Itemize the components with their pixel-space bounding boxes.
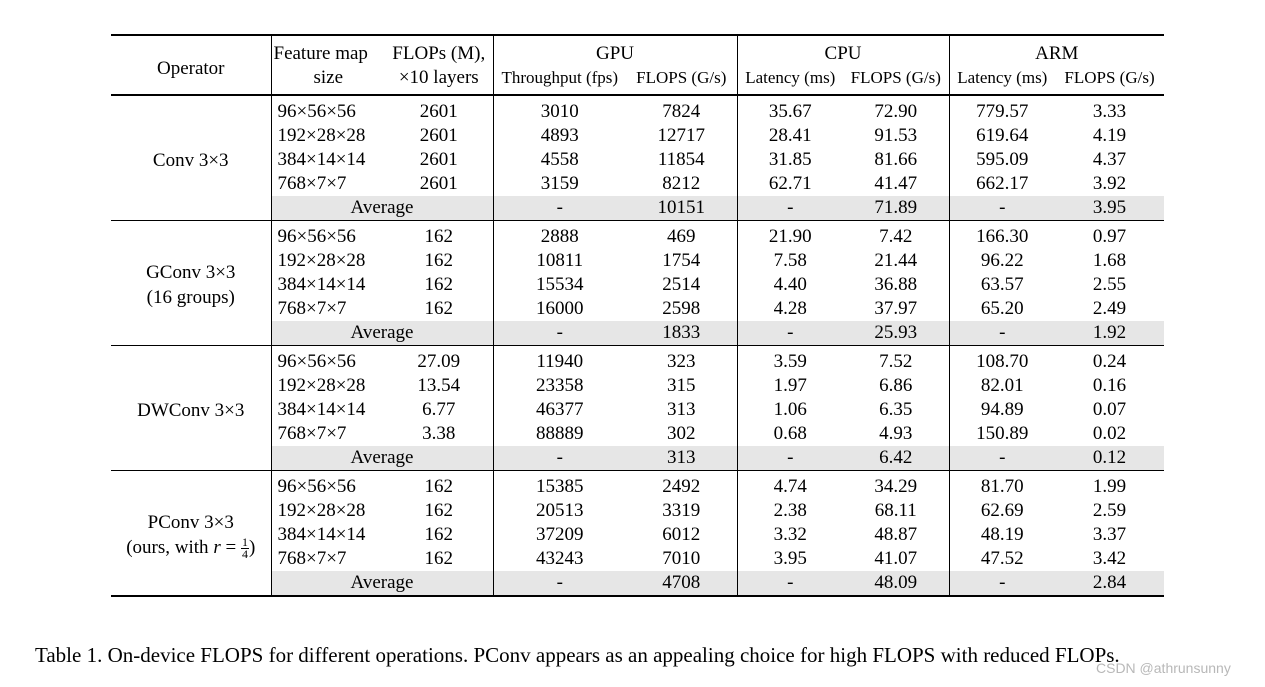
cell-arm-flops: 3.33: [1092, 101, 1127, 122]
avg-gpu-flops: 1833: [626, 321, 737, 346]
cell-gpu-flops: 2492: [626, 471, 737, 500]
cell-flops: 162: [424, 524, 453, 545]
cell-cpu-flops: 48.87: [874, 524, 918, 545]
cell-arm-latency: 96.22: [949, 249, 1055, 273]
cell-cpu-latency: 4.28: [737, 297, 843, 321]
table-row: [111, 95, 1164, 124]
cell-cpu-latency: 4.40: [737, 273, 843, 297]
cell-arm-flops: 4.37: [1092, 149, 1127, 170]
cell-size: 384×14×14: [271, 273, 385, 297]
cell-gpu-flops: 1754: [662, 250, 701, 271]
cell-arm-flops: 2.59: [1092, 500, 1127, 521]
cell-cpu-flops: 37.97: [874, 298, 918, 319]
cell-size: 768×7×7: [271, 297, 385, 321]
avg-gpu-throughput: -: [493, 321, 626, 346]
cell-gpu-throughput: 20513: [493, 499, 626, 523]
avg-arm-latency: -: [949, 196, 1055, 221]
cell-arm-flops: 0.07: [1092, 399, 1127, 420]
cell-cpu-flops: 6.86: [879, 375, 913, 396]
avg-cpu-flops: 48.09: [843, 571, 949, 596]
cell-arm-flops: 1.68: [1092, 250, 1127, 271]
avg-gpu-flops: 4708: [626, 571, 737, 596]
cell-arm-flops: 0.02: [1092, 423, 1127, 444]
header-cpu-latency: Latency (ms): [737, 66, 843, 95]
cell-size: 96×56×56: [271, 95, 385, 124]
cell-gpu-throughput: 23358: [493, 374, 626, 398]
avg-arm-flops: 1.92: [1055, 321, 1164, 346]
cell-arm-flops: 1.99: [1055, 471, 1164, 500]
operator-cell: [111, 346, 271, 471]
avg-cpu-flops: 25.93: [843, 321, 949, 346]
average-label: Average: [271, 446, 493, 471]
operator-cell: [111, 221, 271, 346]
operator-cell: [111, 95, 271, 221]
cell-cpu-latency: 21.90: [737, 221, 843, 250]
avg-cpu-flops: 6.42: [843, 446, 949, 471]
cell-arm-latency: 619.64: [949, 124, 1055, 148]
cell-arm-latency: 65.20: [949, 297, 1055, 321]
cell-cpu-latency: 1.97: [737, 374, 843, 398]
header-feature-map: Feature map: [271, 35, 385, 66]
cell-flops: 2601: [419, 149, 458, 170]
avg-arm-flops: 3.95: [1055, 196, 1164, 221]
cell-cpu-flops: 7.52: [843, 346, 949, 375]
avg-arm-latency: -: [949, 571, 1055, 596]
cell-gpu-flops: 8212: [662, 173, 701, 194]
avg-gpu-throughput: -: [493, 571, 626, 596]
operator-label: (16 groups): [146, 287, 235, 308]
cell-size: 768×7×7: [271, 547, 385, 571]
cell-arm-latency: 779.57: [949, 95, 1055, 124]
cell-gpu-throughput: 46377: [493, 398, 626, 422]
cell-arm-latency: 108.70: [949, 346, 1055, 375]
cell-gpu-throughput: 4558: [493, 148, 626, 172]
cell-arm-flops: 2.55: [1092, 274, 1127, 295]
operator-label: GConv 3×3: [146, 262, 236, 283]
avg-cpu-latency: -: [737, 571, 843, 596]
fraction-num: 1: [241, 535, 248, 550]
cell-arm-flops: 0.16: [1092, 375, 1127, 396]
avg-cpu-latency: -: [737, 446, 843, 471]
cell-gpu-flops: 12717: [657, 125, 705, 146]
header-gpu-flops: FLOPS (G/s): [636, 68, 727, 87]
operator-note-suffix: ): [248, 536, 256, 558]
cell-gpu-throughput: 4893: [493, 124, 626, 148]
avg-gpu-flops: 10151: [626, 196, 737, 221]
table-row: [111, 346, 1164, 375]
header-arm-latency: Latency (ms): [949, 66, 1055, 95]
cell-gpu-flops: 7010: [662, 548, 701, 569]
cell-arm-flops: 0.97: [1055, 221, 1164, 250]
cell-cpu-flops: 68.11: [874, 500, 917, 521]
cell-arm-latency: 595.09: [949, 148, 1055, 172]
cell-cpu-latency: 3.59: [737, 346, 843, 375]
cell-arm-latency: 94.89: [949, 398, 1055, 422]
cell-arm-flops: 0.24: [1055, 346, 1164, 375]
cell-flops: 162: [424, 548, 453, 569]
header-flops-layers: ×10 layers: [398, 67, 479, 88]
cell-cpu-latency: 7.58: [737, 249, 843, 273]
cell-arm-latency: 82.01: [949, 374, 1055, 398]
cell-size: 384×14×14: [271, 148, 385, 172]
header-cpu: CPU: [737, 35, 949, 66]
header-gpu: GPU: [493, 35, 737, 66]
flops-table: [111, 34, 1164, 597]
average-label: Average: [271, 196, 493, 221]
cell-arm-flops: 4.19: [1092, 125, 1127, 146]
fraction: [241, 537, 249, 560]
table-caption: Table 1. On-device FLOPS for different operations. PConv appears as an appealing choice for high FLOPS with reduced FLOPs.: [35, 643, 1120, 667]
operator-label: PConv 3×3: [147, 511, 234, 533]
cell-cpu-latency: 3.95: [737, 547, 843, 571]
cell-size: 384×14×14: [271, 523, 385, 547]
cell-cpu-latency: 35.67: [737, 95, 843, 124]
cell-gpu-throughput: 11940: [493, 346, 626, 375]
cell-cpu-flops: 36.88: [874, 274, 918, 295]
cell-cpu-latency: 4.74: [737, 471, 843, 500]
cell-flops: 162: [385, 221, 493, 250]
cell-arm-flops: 3.42: [1092, 548, 1127, 569]
operator-note: [111, 535, 271, 560]
watermark: CSDN @athrunsunny: [1096, 660, 1231, 676]
cell-cpu-latency: 1.06: [737, 398, 843, 422]
cell-size: 96×56×56: [271, 346, 385, 375]
operator-cell: [111, 471, 271, 597]
table-body: [111, 95, 1164, 596]
cell-cpu-latency: 28.41: [737, 124, 843, 148]
cell-size: 96×56×56: [271, 471, 385, 500]
table-row: [111, 471, 1164, 500]
avg-cpu-latency: -: [737, 321, 843, 346]
cell-gpu-flops: 2514: [662, 274, 701, 295]
cell-cpu-flops: 21.44: [874, 250, 918, 271]
cell-flops: 27.09: [385, 346, 493, 375]
cell-flops: 162: [424, 298, 453, 319]
header-arm: ARM: [949, 35, 1164, 66]
avg-arm-flops: 2.84: [1055, 571, 1164, 596]
avg-arm-latency: -: [949, 446, 1055, 471]
header-row-1: [111, 35, 1164, 66]
cell-flops: 162: [424, 274, 453, 295]
cell-gpu-flops: 2598: [662, 298, 701, 319]
operator-note-eq: =: [220, 536, 241, 558]
cell-arm-latency: 62.69: [949, 499, 1055, 523]
cell-gpu-flops: 313: [667, 399, 696, 420]
cell-size: 192×28×28: [271, 124, 385, 148]
cell-size: 768×7×7: [271, 172, 385, 196]
cell-size: 384×14×14: [271, 398, 385, 422]
cell-cpu-flops: 4.93: [879, 423, 913, 444]
operator-label: Conv 3×3: [152, 149, 229, 171]
avg-arm-flops: 0.12: [1055, 446, 1164, 471]
average-label: Average: [271, 321, 493, 346]
avg-cpu-latency: -: [737, 196, 843, 221]
cell-gpu-throughput: 15534: [493, 273, 626, 297]
cell-cpu-flops: 7.42: [843, 221, 949, 250]
cell-size: 768×7×7: [271, 422, 385, 446]
cell-arm-latency: 166.30: [949, 221, 1055, 250]
cell-flops: 162: [424, 250, 453, 271]
cell-arm-flops: 3.92: [1092, 173, 1127, 194]
avg-gpu-throughput: -: [493, 446, 626, 471]
cell-flops: 13.54: [417, 375, 461, 396]
cell-size: 192×28×28: [271, 249, 385, 273]
operator-label: DWConv 3×3: [137, 399, 245, 421]
operator-note-var: r: [213, 536, 221, 558]
cell-cpu-flops: 41.07: [874, 548, 918, 569]
avg-cpu-flops: 71.89: [843, 196, 949, 221]
cell-gpu-throughput: 15385: [493, 471, 626, 500]
header-cpu-flops: FLOPS (G/s): [850, 68, 941, 87]
cell-arm-latency: 81.70: [949, 471, 1055, 500]
cell-cpu-flops: 81.66: [874, 149, 918, 170]
cell-cpu-latency: 31.85: [737, 148, 843, 172]
cell-gpu-throughput: 10811: [493, 249, 626, 273]
cell-flops: 162: [385, 471, 493, 500]
avg-gpu-throughput: -: [493, 196, 626, 221]
cell-arm-latency: 63.57: [949, 273, 1055, 297]
cell-arm-latency: 48.19: [949, 523, 1055, 547]
cell-size: 96×56×56: [271, 221, 385, 250]
avg-gpu-flops: 313: [626, 446, 737, 471]
cell-gpu-flops: 11854: [657, 149, 705, 170]
header-arm-flops: FLOPS (G/s): [1064, 68, 1155, 87]
header-gpu-throughput: Throughput (fps): [493, 66, 626, 95]
operator-note-prefix: (ours, with: [126, 536, 214, 558]
cell-gpu-flops: 323: [626, 346, 737, 375]
table-row: [111, 221, 1164, 250]
cell-gpu-throughput: 88889: [493, 422, 626, 446]
fraction-den: 4: [241, 547, 248, 562]
cell-size: 192×28×28: [271, 374, 385, 398]
cell-flops: 2601: [419, 101, 458, 122]
cell-gpu-throughput: 43243: [493, 547, 626, 571]
cell-flops: 162: [424, 500, 453, 521]
cell-arm-flops: 3.37: [1092, 524, 1127, 545]
cell-flops: 6.77: [422, 399, 456, 420]
average-label: Average: [271, 571, 493, 596]
cell-cpu-flops: 91.53: [874, 125, 918, 146]
cell-gpu-throughput: 2888: [493, 221, 626, 250]
cell-cpu-latency: 3.32: [737, 523, 843, 547]
cell-cpu-latency: 0.68: [737, 422, 843, 446]
header-flops: FLOPs (M),: [392, 43, 486, 64]
cell-gpu-flops: 7824: [662, 101, 701, 122]
cell-gpu-flops: 315: [667, 375, 696, 396]
cell-size: 192×28×28: [271, 499, 385, 523]
cell-flops: 2601: [419, 173, 458, 194]
cell-gpu-throughput: 3159: [493, 172, 626, 196]
cell-cpu-latency: 2.38: [737, 499, 843, 523]
cell-arm-latency: 47.52: [949, 547, 1055, 571]
cell-gpu-flops: 3319: [662, 500, 701, 521]
cell-gpu-flops: 302: [667, 423, 696, 444]
cell-gpu-flops: 6012: [662, 524, 701, 545]
cell-gpu-throughput: 16000: [493, 297, 626, 321]
avg-arm-latency: -: [949, 321, 1055, 346]
cell-flops: 2601: [419, 125, 458, 146]
header-operator: Operator: [156, 57, 225, 79]
header-feature-map-size: size: [271, 66, 385, 95]
cell-cpu-flops: 6.35: [879, 399, 913, 420]
cell-cpu-latency: 62.71: [737, 172, 843, 196]
cell-cpu-flops: 72.90: [874, 101, 918, 122]
cell-flops: 3.38: [422, 423, 456, 444]
cell-arm-flops: 2.49: [1092, 298, 1127, 319]
cell-gpu-throughput: 3010: [493, 95, 626, 124]
cell-arm-latency: 662.17: [949, 172, 1055, 196]
cell-gpu-flops: 469: [626, 221, 737, 250]
cell-cpu-flops: 41.47: [874, 173, 918, 194]
cell-arm-latency: 150.89: [949, 422, 1055, 446]
cell-gpu-throughput: 37209: [493, 523, 626, 547]
cell-cpu-flops: 34.29: [843, 471, 949, 500]
